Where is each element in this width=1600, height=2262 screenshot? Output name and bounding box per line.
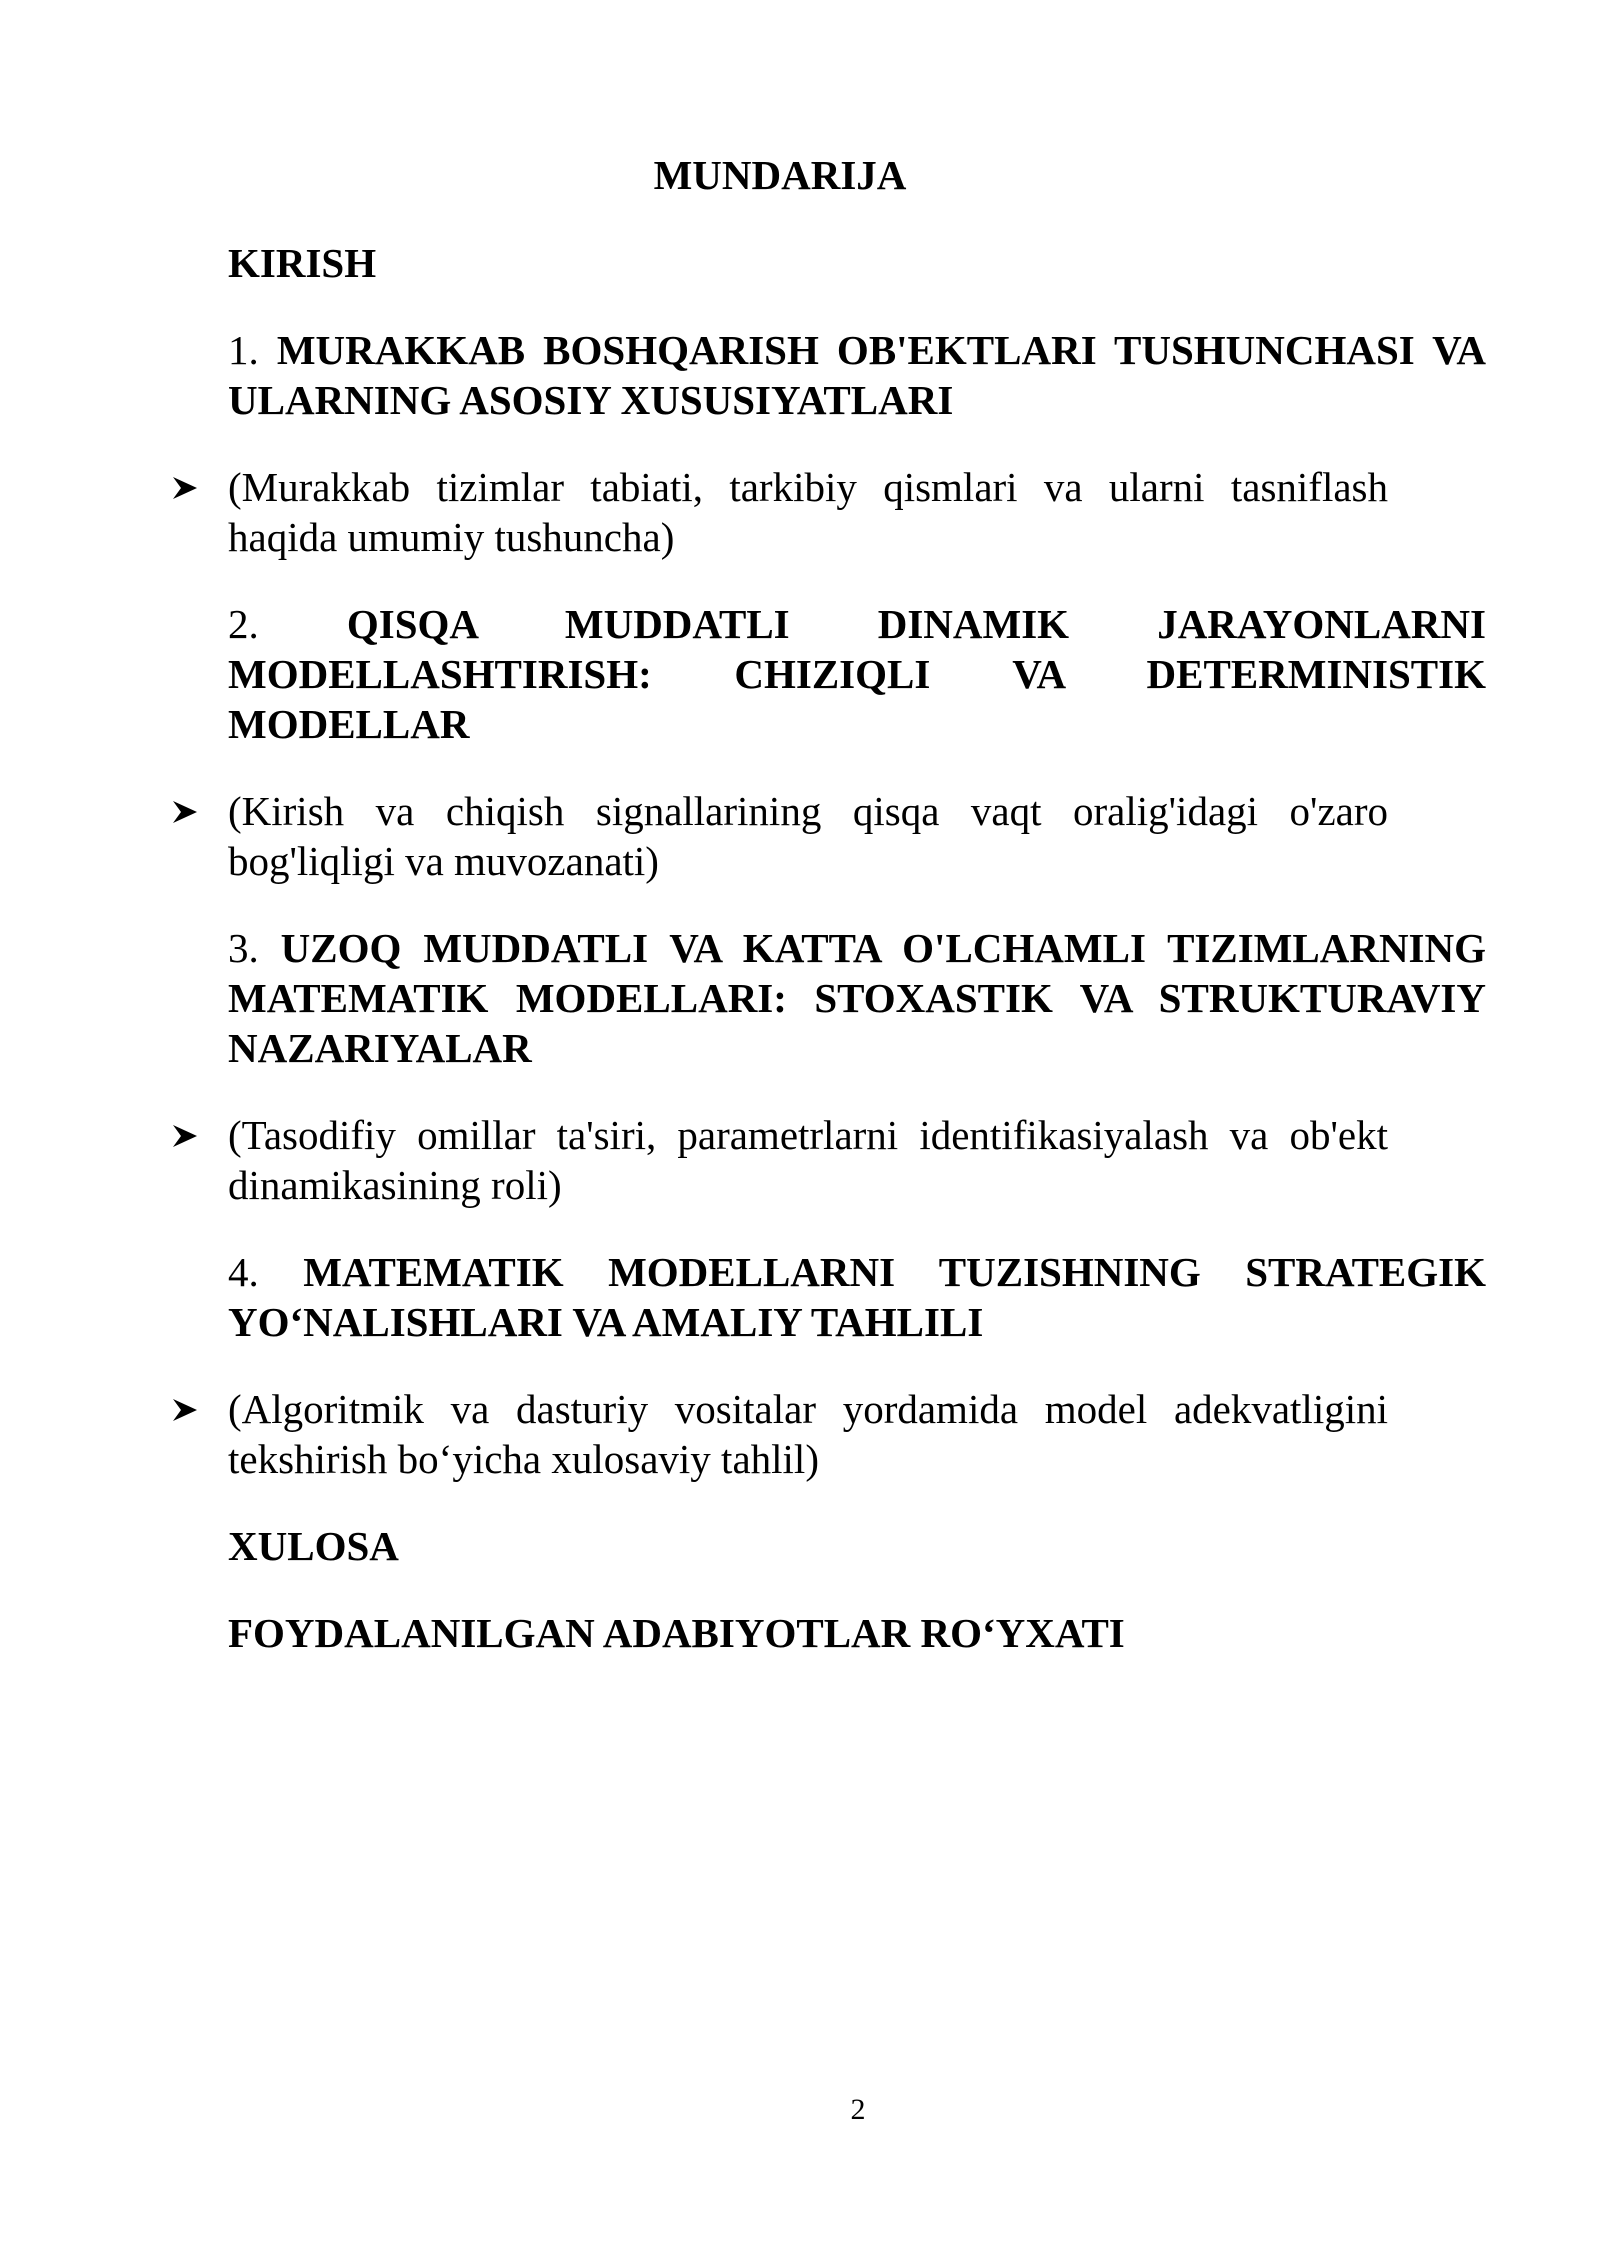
arrow-bullet-icon — [172, 1384, 212, 1434]
toc-section-2-description — [228, 786, 1388, 886]
toc-section-3 — [228, 923, 1486, 1073]
section-number: 3. — [228, 925, 259, 971]
section-heading: UZOQ MUDDATLI VA KATTA O'LCHAMLI TIZIMLARNING MATEMATIK MODELLARI: STOXASTIK VA STRUKTURAVIY NAZARIYALAR — [228, 925, 1487, 1071]
section-description: (Murakkab tizimlar tabiati, tarkibiy qismlari va ularni tasniflash haqida umumiy tushuncha) — [228, 464, 1388, 560]
page-title: MUNDARIJA — [653, 152, 907, 198]
section-description: (Kirish va chiqish signallarining qisqa vaqt oralig'idagi o'zaro bog'liqligi va muvozanati) — [228, 788, 1388, 884]
section-heading: MURAKKAB BOSHQARISH OB'EKTLARI TUSHUNCHASI VA ULARNING ASOSIY XUSUSIYATLARI — [228, 327, 1486, 423]
section-heading: MATEMATIK MODELLARNI TUZISHNING STRATEGIK YO‘NALISHLARI VA AMALIY TAHLILI — [228, 1249, 1487, 1345]
arrow-bullet-icon — [172, 1110, 212, 1160]
toc-section-4-description — [228, 1384, 1388, 1484]
section-number: 4. — [228, 1249, 259, 1295]
section-number: 2. — [228, 601, 259, 647]
toc-references: FOYDALANILGAN ADABIYOTLAR RO‘YXATI — [228, 1610, 1125, 1656]
section-description: (Algoritmik va dasturiy vositalar yordamida model adekvatligini tekshirish bo‘yicha xulosaviy tahlil) — [228, 1386, 1388, 1482]
toc-section-1 — [228, 325, 1486, 425]
page-number: 2 — [850, 2093, 866, 2126]
toc-section-4 — [228, 1247, 1486, 1347]
toc-section-2 — [228, 599, 1486, 749]
toc-section-3-description — [228, 1110, 1388, 1210]
section-number: 1. — [228, 327, 259, 373]
section-description: (Tasodifiy omillar ta'siri, parametrlarni identifikasiyalash va ob'ekt dinamikasining roli) — [228, 1112, 1388, 1208]
toc-conclusion: XULOSA — [228, 1523, 399, 1569]
toc-intro: KIRISH — [228, 240, 377, 286]
toc-section-1-description — [228, 462, 1388, 562]
section-heading: QISQA MUDDATLI DINAMIK JARAYONLARNI MODELLASHTIRISH: CHIZIQLI VA DETERMINISTIK MODELLAR — [228, 601, 1486, 747]
arrow-bullet-icon — [172, 462, 212, 512]
table-of-contents — [228, 238, 1486, 1695]
arrow-bullet-icon — [172, 786, 212, 836]
